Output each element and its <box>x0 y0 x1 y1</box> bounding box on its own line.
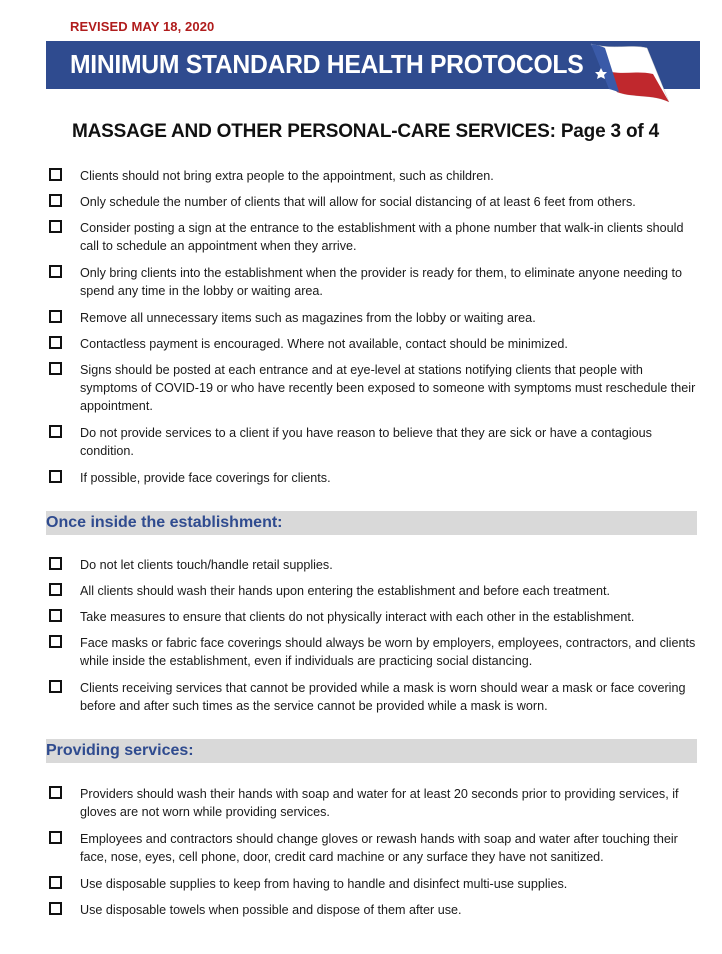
section-title: Once inside the establishment: <box>46 514 283 531</box>
item-text: Contactless payment is encouraged. Where not available, contact should be minimized. <box>80 337 568 351</box>
item-text: Providers should wash their hands with soap and water for at least 20 seconds prior to providing services, if gloves are not worn while providing services. <box>80 787 679 819</box>
section-header-providing <box>46 739 697 763</box>
item-text: Use disposable towels when possible and dispose of them after use. <box>80 903 462 917</box>
intro-checklist <box>48 167 698 487</box>
item-text: Use disposable supplies to keep from having to handle and disinfect multi-use supplies. <box>80 877 568 891</box>
item-text: Take measures to ensure that clients do not physically interact with each other in the establishment. <box>80 610 635 624</box>
checklist-item <box>48 679 698 715</box>
checkbox[interactable] <box>49 902 62 915</box>
checkbox[interactable] <box>49 362 62 375</box>
checklist-item <box>48 193 698 211</box>
section-title: Providing services: <box>46 742 194 759</box>
checkbox[interactable] <box>49 786 62 799</box>
banner-title: MINIMUM STANDARD HEALTH PROTOCOLS <box>70 49 584 79</box>
checkbox[interactable] <box>49 470 62 483</box>
checkbox[interactable] <box>49 168 62 181</box>
checklist-item <box>48 424 698 460</box>
checklist-item <box>48 469 698 487</box>
checklist-item <box>48 167 698 185</box>
inside-checklist <box>48 556 698 715</box>
checklist-item <box>48 875 698 893</box>
checkbox[interactable] <box>49 583 62 596</box>
item-text: Do not let clients touch/handle retail supplies. <box>80 558 333 572</box>
checklist-item <box>48 361 698 415</box>
item-text: Signs should be posted at each entrance and at eye-level at stations notifying clients that people with symptoms of COVID-19 or who have recently been exposed to someone with symptoms must reschedule their appointment. <box>80 363 696 413</box>
checklist-item <box>48 634 698 670</box>
checkbox[interactable] <box>49 220 62 233</box>
checkbox[interactable] <box>49 635 62 648</box>
checkbox[interactable] <box>49 876 62 889</box>
item-text: If possible, provide face coverings for clients. <box>80 471 331 485</box>
checklist-item <box>48 901 698 919</box>
item-text: Consider posting a sign at the entrance to the establishment with a phone number that walk-in clients should call to schedule an appointment when they arrive. <box>80 221 684 253</box>
checklist-item <box>48 264 698 300</box>
section-header-inside <box>46 511 697 535</box>
item-text: Remove all unnecessary items such as magazines from the lobby or waiting area. <box>80 311 536 325</box>
checkbox[interactable] <box>49 609 62 622</box>
item-text: Only schedule the number of clients that will allow for social distancing of at least 6 feet from others. <box>80 195 636 209</box>
revised-date: REVISED MAY 18, 2020 <box>70 19 215 34</box>
providing-checklist <box>48 785 698 919</box>
checklist-item <box>48 785 698 821</box>
texas-flag-icon <box>583 42 673 108</box>
checklist-item <box>48 582 698 600</box>
checkbox[interactable] <box>49 336 62 349</box>
item-text: Clients should not bring extra people to the appointment, such as children. <box>80 169 494 183</box>
checklist-item <box>48 335 698 353</box>
page-title: MASSAGE AND OTHER PERSONAL-CARE SERVICES: Page 3 of 4 <box>72 121 659 142</box>
checklist-item <box>48 830 698 866</box>
checkbox[interactable] <box>49 194 62 207</box>
item-text: Only bring clients into the establishment when the provider is ready for them, to eliminate anyone needing to spend any time in the lobby or waiting area. <box>80 266 683 298</box>
checkbox[interactable] <box>49 265 62 278</box>
checkbox[interactable] <box>49 425 62 438</box>
item-text: Do not provide services to a client if you have reason to believe that they are sick or have a contagious condition. <box>80 426 652 458</box>
checkbox[interactable] <box>49 557 62 570</box>
checkbox[interactable] <box>49 310 62 323</box>
checkbox[interactable] <box>49 680 62 693</box>
item-text: Employees and contractors should change gloves or rewash hands with soap and water after touching their face, nose, eyes, cell phone, door, credit card machine or any surface they have not sanitized. <box>80 832 678 864</box>
checklist-item <box>48 608 698 626</box>
item-text: Clients receiving services that cannot be provided while a mask is worn should wear a mask or face covering before and after such times as the service cannot be provided while a mask is worn. <box>80 681 686 713</box>
checklist-item <box>48 556 698 574</box>
checklist-item <box>48 219 698 255</box>
item-text: Face masks or fabric face coverings should always be worn by employers, employees, contractors, and clients while inside the establishment, even if individuals are practicing social distancing. <box>80 636 696 668</box>
item-text: All clients should wash their hands upon entering the establishment and before each treatment. <box>80 584 610 598</box>
checklist-item <box>48 309 698 327</box>
checkbox[interactable] <box>49 831 62 844</box>
